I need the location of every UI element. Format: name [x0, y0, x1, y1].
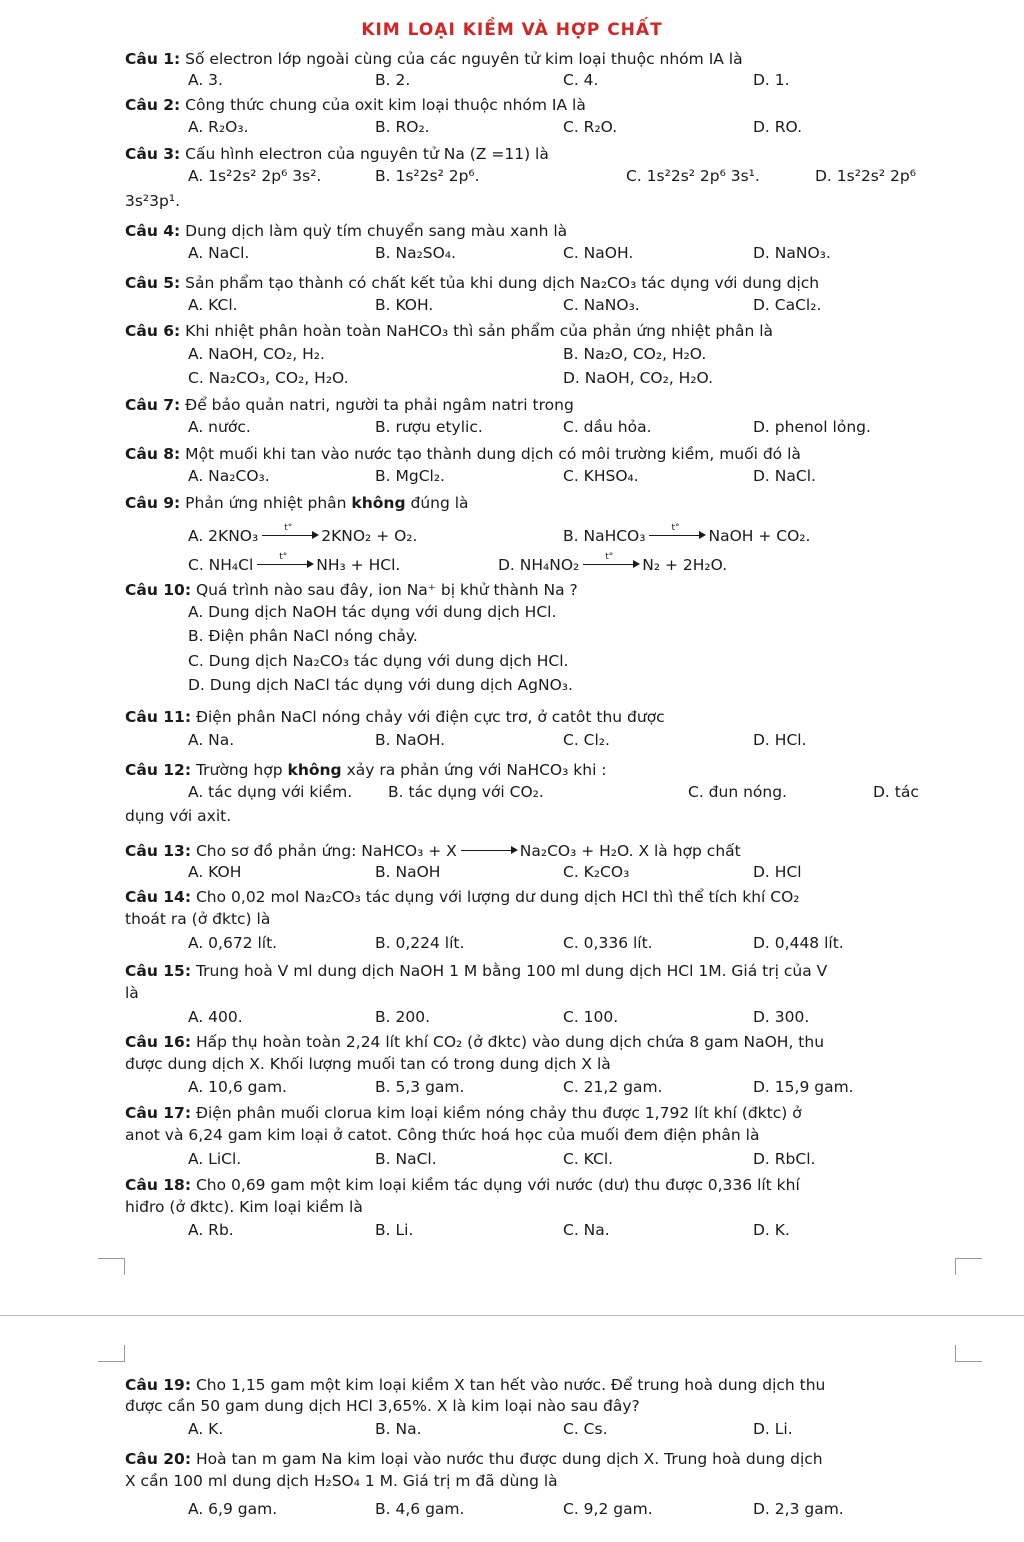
option-a: A. NaCl.: [188, 244, 250, 262]
question-14-continuation: thoát ra (ở đktc) là: [125, 910, 271, 928]
option-b: B. NaOH.: [375, 731, 446, 749]
question-15-continuation: là: [125, 984, 139, 1002]
question-10: Câu 10: Quá trình nào sau đây, ion Na⁺ bị khử thành Na ?: [125, 581, 578, 599]
option-a: A. K.: [188, 1420, 224, 1438]
question-5: Câu 5: Sản phẩm tạo thành có chất kết tủa khi dung dịch Na₂CO₃ tác dụng với dung dịch: [125, 274, 820, 292]
option-c: C. 21,2 gam.: [563, 1078, 663, 1096]
question-19-options: [188, 1420, 968, 1442]
question-6-options-row-2: [188, 369, 968, 391]
option-a: A. Dung dịch NaOH tác dụng với dung dịch HCl.: [188, 603, 557, 621]
option-b: B. Na.: [375, 1420, 422, 1438]
question-17-continuation: anot và 6,24 gam kim loại ở catot. Công thức hoá học của muối đem điện phân là: [125, 1126, 760, 1144]
option-a: A. KOH: [188, 863, 242, 881]
question-6: Câu 6: Khi nhiệt phân hoàn toàn NaHCO₃ thì sản phẩm của phản ứng nhiệt phân là: [125, 322, 774, 340]
question-19-continuation: được cần 50 gam dung dịch HCl 3,65%. X là kim loại nào sau đây?: [125, 1397, 640, 1415]
question-9-options-row-1: [188, 523, 968, 549]
question-16-options: [188, 1078, 968, 1100]
option-b: B. Li.: [375, 1221, 414, 1239]
option-a: A. 1s²2s² 2p⁶ 3s².: [188, 167, 322, 185]
option-a: A. 10,6 gam.: [188, 1078, 287, 1096]
option-a: A. KCl.: [188, 296, 238, 314]
option-c: C. 1s²2s² 2p⁶ 3s¹.: [626, 167, 760, 185]
option-a: A. 3.: [188, 71, 223, 89]
question-18-continuation: hiđro (ở đktc). Kim loại kiềm là: [125, 1198, 363, 1216]
question-7-options: [188, 418, 968, 440]
option-c: C. KHSO₄.: [563, 467, 639, 485]
question-8: Câu 8: Một muối khi tan vào nước tạo thành dung dịch có môi trường kiềm, muối đó là: [125, 445, 801, 463]
question-12-continuation: dụng với axit.: [125, 807, 232, 825]
question-11: Câu 11: Điện phân NaCl nóng chảy với điện cực trơ, ở catôt thu được: [125, 708, 665, 726]
crop-mark: [98, 1258, 125, 1275]
option-c: C. R₂O.: [563, 118, 618, 136]
question-12-options: [188, 783, 968, 805]
option-d: D. CaCl₂.: [753, 296, 822, 314]
option-a: A. 400.: [188, 1008, 243, 1026]
option-c: C. đun nóng.: [688, 783, 787, 801]
question-16-continuation: được dung dịch X. Khối lượng muối tan có trong dung dịch X là: [125, 1055, 611, 1073]
option-b: B. tác dụng với CO₂.: [388, 783, 544, 801]
option-d: D. 0,448 lít.: [753, 934, 844, 952]
option-d: D. 300.: [753, 1008, 810, 1026]
option-b: B. 1s²2s² 2p⁶.: [375, 167, 480, 185]
option-c: C. Cs.: [563, 1420, 608, 1438]
option-d: D. NaCl.: [753, 467, 816, 485]
option-c: C. 4.: [563, 71, 599, 89]
option-c: C. 9,2 gam.: [563, 1500, 653, 1518]
question-1-options: [188, 71, 968, 93]
question-17: Câu 17: Điện phân muối clorua kim loại kiềm nóng chảy thu được 1,792 lít khí (đktc) ở: [125, 1104, 802, 1122]
option-b: B. 2.: [375, 71, 411, 89]
option-b: B. 200.: [375, 1008, 430, 1026]
option-c: C. K₂CO₃: [563, 863, 630, 881]
option-b: B. NaOH: [375, 863, 441, 881]
question-2: Câu 2: Công thức chung của oxit kim loại thuộc nhóm IA là: [125, 96, 586, 114]
option-a: A. Rb.: [188, 1221, 234, 1239]
option-b: B. Na₂SO₄.: [375, 244, 456, 262]
option-d: D. tác: [873, 783, 919, 801]
option-a: A. Na₂CO₃.: [188, 467, 270, 485]
question-11-options: [188, 731, 968, 753]
question-13-options: [188, 863, 968, 885]
question-3: Câu 3: Cấu hình electron của nguyên tử Na (Z =11) là: [125, 145, 549, 163]
question-18: Câu 18: Cho 0,69 gam một kim loại kiềm tác dụng với nước (dư) thu được 0,336 lít khí: [125, 1176, 800, 1194]
option-b: B. KOH.: [375, 296, 434, 314]
option-c: C. KCl.: [563, 1150, 614, 1168]
option-a: A. 6,9 gam.: [188, 1500, 278, 1518]
crop-mark: [955, 1345, 982, 1362]
option-c: C. 100.: [563, 1008, 619, 1026]
option-c: C. 0,336 lít.: [563, 934, 653, 952]
option-a: A. 0,672 lít.: [188, 934, 278, 952]
option-d: D. NH₄NO₂ t° N₂ + 2H₂O.: [498, 552, 728, 574]
option-b: B. Na₂O, CO₂, H₂O.: [563, 345, 707, 363]
crop-mark: [955, 1258, 982, 1275]
question-3-continuation: 3s²3p¹.: [125, 192, 180, 210]
question-17-options: [188, 1150, 968, 1172]
question-5-options: [188, 296, 968, 318]
option-c: C. Na₂CO₃, CO₂, H₂O.: [188, 369, 349, 387]
reaction-arrow: t°: [262, 535, 317, 536]
page-divider: [0, 1315, 1024, 1316]
option-c: C. NH₄Cl t° NH₃ + HCl.: [188, 552, 401, 574]
reaction-arrow: t°: [583, 564, 638, 565]
option-d: D. 2,3 gam.: [753, 1500, 844, 1518]
option-b: B. NaCl.: [375, 1150, 437, 1168]
crop-mark: [98, 1345, 125, 1362]
option-b: B. rượu etylic.: [375, 418, 483, 436]
option-a: A. tác dụng với kiềm.: [188, 783, 353, 801]
option-d: D. NaOH, CO₂, H₂O.: [563, 369, 714, 387]
option-b: B. RO₂.: [375, 118, 430, 136]
option-c: C. NaOH.: [563, 244, 634, 262]
question-8-options: [188, 467, 968, 489]
option-b: B. NaHCO₃ t° NaOH + CO₂.: [563, 523, 811, 545]
question-16: Câu 16: Hấp thụ hoàn toàn 2,24 lít khí CO₂ (ở đktc) vào dung dịch chứa 8 gam NaOH, thu: [125, 1033, 825, 1051]
question-20-options: [188, 1500, 968, 1522]
option-b: B. 0,224 lít.: [375, 934, 465, 952]
question-2-options: [188, 118, 968, 140]
page-title: KIM LOẠI KIỀM VÀ HỢP CHẤT: [361, 20, 663, 40]
option-d: D. phenol lỏng.: [753, 418, 871, 436]
question-9: Câu 9: Phản ứng nhiệt phân không đúng là: [125, 494, 469, 512]
option-b: B. 5,3 gam.: [375, 1078, 465, 1096]
option-d: D. HCl.: [753, 731, 807, 749]
question-14-options: [188, 934, 968, 956]
question-7: Câu 7: Để bảo quản natri, người ta phải ngâm natri trong: [125, 396, 574, 414]
question-3-options: [188, 167, 968, 189]
option-c: C. Cl₂.: [563, 731, 610, 749]
option-b: B. 4,6 gam.: [375, 1500, 465, 1518]
question-20: Câu 20: Hoà tan m gam Na kim loại vào nước thu được dung dịch X. Trung hoà dung dịch: [125, 1450, 823, 1468]
option-d: D. RO.: [753, 118, 803, 136]
question-19: Câu 19: Cho 1,15 gam một kim loại kiềm X tan hết vào nước. Để trung hoà dung dịch thu: [125, 1376, 826, 1394]
question-15-options: [188, 1008, 968, 1030]
option-d: D. Li.: [753, 1420, 793, 1438]
option-c: C. Dung dịch Na₂CO₃ tác dụng với dung dịch HCl.: [188, 652, 569, 670]
question-1: Câu 1: Số electron lớp ngoài cùng của các nguyên tử kim loại thuộc nhóm IA là: [125, 50, 743, 68]
question-18-options: [188, 1221, 968, 1243]
option-d: D. K.: [753, 1221, 790, 1239]
option-d: D. 1.: [753, 71, 790, 89]
question-9-options-row-2: [188, 552, 968, 578]
option-d: D. NaNO₃.: [753, 244, 831, 262]
option-d: D. HCl: [753, 863, 802, 881]
option-d: D. RbCl.: [753, 1150, 816, 1168]
question-15: Câu 15: Trung hoà V ml dung dịch NaOH 1 M bằng 100 ml dung dịch HCl 1M. Giá trị của V: [125, 962, 828, 980]
option-a: A. NaOH, CO₂, H₂.: [188, 345, 325, 363]
option-c: C. NaNO₃.: [563, 296, 640, 314]
reaction-arrow: [461, 850, 516, 851]
option-d: D. Dung dịch NaCl tác dụng với dung dịch AgNO₃.: [188, 676, 573, 694]
option-b: B. MgCl₂.: [375, 467, 445, 485]
option-a: A. nước.: [188, 418, 251, 436]
question-12: Câu 12: Trường hợp không xảy ra phản ứng với NaHCO₃ khi :: [125, 761, 607, 779]
option-a: A. R₂O₃.: [188, 118, 249, 136]
question-6-options-row-1: [188, 345, 968, 367]
question-13: Câu 13: Cho sơ đồ phản ứng: NaHCO₃ + X Na₂CO₃ + H₂O. X là hợp chất: [125, 842, 741, 860]
question-4: Câu 4: Dung dịch làm quỳ tím chuyển sang màu xanh là: [125, 222, 568, 240]
option-b: B. Điện phân NaCl nóng chảy.: [188, 627, 418, 645]
question-20-continuation: X cần 100 ml dung dịch H₂SO₄ 1 M. Giá trị m đã dùng là: [125, 1472, 558, 1490]
option-d: D. 1s²2s² 2p⁶: [815, 167, 916, 185]
option-a: A. 2KNO₃ t° 2KNO₂ + O₂.: [188, 523, 418, 545]
option-a: A. LiCl.: [188, 1150, 242, 1168]
reaction-arrow: t°: [257, 564, 312, 565]
question-4-options: [188, 244, 968, 266]
reaction-arrow: t°: [649, 535, 704, 536]
option-c: C. dầu hỏa.: [563, 418, 652, 436]
option-d: D. 15,9 gam.: [753, 1078, 854, 1096]
option-a: A. Na.: [188, 731, 235, 749]
option-c: C. Na.: [563, 1221, 610, 1239]
question-14: Câu 14: Cho 0,02 mol Na₂CO₃ tác dụng với lượng dư dung dịch HCl thì thể tích khí CO₂: [125, 888, 800, 906]
